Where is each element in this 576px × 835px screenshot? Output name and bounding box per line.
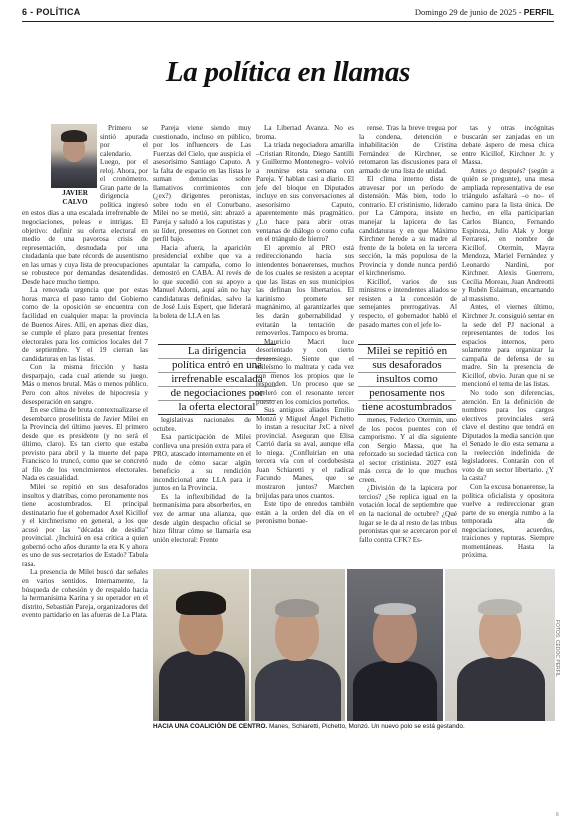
- pull1-line5: la oferta electoral: [178, 401, 256, 413]
- col1-p3: Con la misma fricción y hasta desparpajo, cada cual atiende su juego. Más o menos brutal. Más o menos público. Pero con altos niveles de hipocresía y desesperación en sangre.: [22, 363, 148, 406]
- pull1-line2: política entró en una: [158, 359, 276, 373]
- pull2-line2: sus desaforados: [358, 359, 456, 373]
- photo-caption: [153, 723, 465, 730]
- col1-p1: Primero se sintió apurada por el calendario. Luego, por el reloj. Ahora, por el cronómetro. Gran parte de la dirigencia política ingresó en estos días a una escalada irrefrenable de negociaciones, peleas e intrigas. El objetivo: definir su oferta electoral en medio de una pavorosa crisis de representación, desnudada por una ciudadanía que bate récords de ausentismo en las urnas y cuya lista de preocupaciones se robustece por demandas desatendidas. Desde hace mucho tiempo.: [22, 124, 148, 286]
- col5-p3: Antes, el viernes último, Kirchner Jr. consiguió sentar en la sede del PJ nacional a representantes de todos los espacios internos, pero solamente para organizar la campaña de defensa de su madre. Sin la presencia de Kicillof, obvio. Juran que ni se mencionó el tema de las listas.: [462, 303, 554, 389]
- column-4b: [359, 416, 457, 556]
- column-5: [462, 124, 554, 560]
- col4-p3: Kicillof, varios de sus ministros e intendentes aliados se resisten a la concesión de semejantes prerrogativas. Al respecto, el gobernador habló el pasado martes con el jefe lo-: [359, 277, 457, 329]
- col2-p1: Pareja viene siendo muy cuestionado, incluso en público, por los influencers de Las Fuerzas del Cielo, que auspicia el asesorísimo Santiago Caputo. A la falta de espacio en las listas le suman denuncias sobre llamativos corrimientos con (¿ex?) dirigentes peronistas, sobre todo en el Conurbano. Milei no se metió, sin: abrazó a Pareja y saludó a los caputistas y su líder, presentes en Gonnet con perfil bajo.: [153, 124, 251, 244]
- page-mark: 6: [556, 812, 559, 818]
- pull2-line5: tiene acostumbrados: [361, 401, 453, 413]
- pull1-line3: irrefrenable escalada: [158, 373, 276, 387]
- col1-p6: La presencia de Milei buscó dar señales en varios sentidos. Internamente, la búsqueda de cohesión y de respaldo hacia la hermanísima Karina y su operador en el distrito, Sebastián Pareja, organizadores del evento partidario en las afueras de La Plata.: [22, 568, 148, 620]
- column-1: [22, 124, 148, 620]
- pull2-line4: penosamente nos: [358, 387, 456, 401]
- pull1-line1: La dirigencia: [158, 345, 276, 359]
- photo-schiaretti: [251, 569, 345, 721]
- col1-p5: Milei se repitió en sus desaforados insultos y diatribas, como peronamente nos tiene acostumbrados. El principal destinatario fue el gobernador Axel Kicillof y el kirchnerismo en general, a los que acusó por las "décadas de desidia" provincial. ¿Incluirá en esa crítica a quien gobernó ocho años durante la era K y ahora es uno de sus secretarios de Estado? Tabula rasa.: [22, 482, 148, 568]
- pull2-line1: Milei se repitió en: [358, 345, 456, 359]
- col5-p2: Antes ¿o después? (según a quién se pregunte), una mesa ampliada representativa de ese triángulo asfaltará –o no– el camino para la lista única. De hecho, en ella participarían Carlos Bianco, Fernando Espinoza, Julio Alak y Jorge Ferraresi, en nombre de Kicillof. Otermín, Mayra Mendoza, Mariel Fernández y Leonardo Nardini, por Kirchner. Alexis Guerrero, Cecilia Moreau, Juan Andreotti y Rubén Eslaiman, encarnando al massismo.: [462, 166, 554, 303]
- date-text: Domingo 29 de junio de 2025 -: [414, 7, 524, 17]
- column-2b: [153, 416, 251, 556]
- author-last-name: CALVO: [62, 198, 88, 206]
- column-3: [256, 124, 354, 556]
- paper-name: PERFIL: [523, 7, 554, 17]
- photo-monzo: [445, 569, 555, 721]
- column-4a: [359, 124, 457, 340]
- col5-p5: Con la excusa bonaerense, la política oficialista y opositora vuelve a redireccionar gran parte de su energía rumbo a la temporada alta de negociaciones, acuerdos, traiciones y rupturas. Siempre momentáneas. Hasta la próxima.: [462, 482, 554, 560]
- col4-p2: El clima interno dista de atravesar por un período de distensión. Más bien, todo lo contrario. El cristinismo, liderado por La Cámpora, insiste en manejar la lapicera de las candidaturas y en que Máximo Kirchner herede a su madre al frente de la boleta en la tercera sección, la más populosa de la Provincia y donde nunca perdió el kirchnerismo.: [359, 175, 457, 278]
- col5-p4: No todo son diferencias, atención. En la definición de nombres para los cargos electivos provinciales será clave el destino que tendrá en Diputados la media sanción que el Senado le dio esta semana a la reelección indefinida de legisladores. Contarán con el voto de un sector libertario. ¿Y la casta?: [462, 388, 554, 483]
- col5-p1: tas y otras incógnitas buscarán ser zanjadas en un debate áspero de mesa chica entre Kicillof, Kirchner Jr. y Massa.: [462, 124, 554, 167]
- col3-p2: La tríada negociadora amarilla –Cristian Ritondo, Diego Santilli y Guillermo Montenegro– volvió a reunirse esta semana con Pareja. Y hablan casi a diario. El jefe del bloque en Diputados incluye en sus conversaciones al asesorísimo Caputo, aparentemente más pragmático. ¿Lo hace para abrir otras ventanas de diálogo o como cuña en el triángulo de hierro?: [256, 141, 354, 244]
- page-dateline: [415, 7, 554, 17]
- pullquote-2: [358, 344, 456, 415]
- col4-p5: ¿División de la lapicera por tercios? ¿Se replica igual en la votación local de septiembre que en la nacional de octubre? ¿Qué lugar se le da al resto de las tribus peronistas que se acercaron por el fallo contra CFK? Es-: [359, 484, 457, 544]
- pull1-line4: de negociaciones por: [158, 387, 276, 401]
- caption-lead: HACIA UNA COALICIÓN DE CENTRO.: [153, 723, 268, 730]
- col2-p3: legislativas nacionales de octubre.: [153, 416, 251, 433]
- col4-p1: rense. Tras la breve tregua por la condena, detención e inhabilitación de Cristina Fernández de Kirchner, se retomaron las discusiones para el armado de una lista de unidad.: [359, 124, 457, 175]
- section-label: 6 - POLÍTICA: [22, 7, 81, 17]
- header-rule: [22, 21, 554, 22]
- col1-p2: La renovada urgencia que por estas horas marca el paso tanto del Gobierno como de la oposición se encuentra con facilidad en cualquier mapa: la provincia de Buenos Aires. Allí, en apenas diez días, se cumple el plazo para presentar frentes electorales para los comicios locales del 7 de septiembre. Y el 19 cierran las candidaturas en las listas.: [22, 286, 148, 363]
- col1-p4: En ese clima de bruta contextualizarse el desembarco proselitista de Javier Milei en la Provincia del último jueves. El primero desde que es presidente (y no será el último, claro). Es tan cierto que estaba previsto para abril y la muerte del papa Francisco lo truncó, como que se concretó al filo de los vencimientos electorales. Nada es casualidad.: [22, 406, 148, 483]
- col2-p5: Es la inflexibilidad de la hermanísima para absorberlos, en vez de armar una alianza, que desde algún despacho oficial se hizo filtrar cómo se llamaría esa unión electoral: Frente: [153, 492, 251, 544]
- col3-p5: Sus antiguos aliados Emilio Monzó y Miguel Ángel Pichetto lo instan a resucitar JxC a nivel provincial. Aseguran que Elisa Carrió daría su aval, aunque ella lo niega. ¿Confluirían en una tercera vía con el cordobesista Juan Schiaretti y el radical Facundo Manes, que se mostraron juntos? Marchen brújulas para unos cuantos.: [256, 406, 354, 500]
- photo-pichetto: [347, 569, 443, 721]
- col3-p6: Este tipo de enredos también están a la orden del día en el peronismo bonae-: [256, 500, 354, 526]
- photo-credit: FOTOS: CEDOC PERFIL: [554, 620, 560, 677]
- col3-p4: Mauricio Macri luce desorientado y con cierto desasosiego. Siente que el mileísmo lo maltrata y cada vez son menos los propios que le responden. Un proceso que se aceleró con el resonante tercer puesto en los comicios porteños.: [256, 337, 354, 406]
- col2-p2: Hacia afuera, la aparición presidencial exhibe que va a apuntalar la campaña, como lo demostró en CABA. Al revés de lo que sucedió con su apoyo a Manuel Adorni, aquí aún no hay candidaturas definidas, salvo la de José Luis Espert, que liderará la boleta de LLA en las: [153, 243, 251, 321]
- author-first-name: JAVIER: [62, 189, 88, 197]
- photo-manes: [153, 569, 249, 721]
- headline: La política en llamas: [165, 56, 411, 88]
- col2-p4: Esa participación de Milei conlleva una presión extra para el PRO, atascado internamente en el nudo de cómo sacar algún beneficio a su rendición incondicional ante LLA para ir juntos en la Provincia.: [153, 433, 251, 493]
- col4-p4: menes, Federico Otermin, uno de los pocos puentes con el camporismo. Y al día siguiente con Sergio Massa, que ha reforzado su sociedad táctica con el sector cristinista. 2027 está más cerca de lo que muchos creen.: [359, 416, 457, 484]
- column-2a: [153, 124, 251, 342]
- pull2-line3: insultos como: [358, 373, 456, 387]
- caption-text: Manes, Schiaretti, Pichetto, Monzó. Un nuevo polo se está gestando.: [267, 723, 465, 730]
- col3-p1: La Libertad Avanza. No es broma.: [256, 124, 354, 141]
- col3-p3: El apremio al PRO está redireccionando hacia sus intendentes bonaerenses, muchos de los cuales se resisten a aceptar que las listas en sus municipios las definan los libertarios. El karinismo promete ser magnánimo, al garantizarles que les darán gobernabilidad y evitarán la tentación de removerlos. Tampoco es broma.: [256, 243, 354, 338]
